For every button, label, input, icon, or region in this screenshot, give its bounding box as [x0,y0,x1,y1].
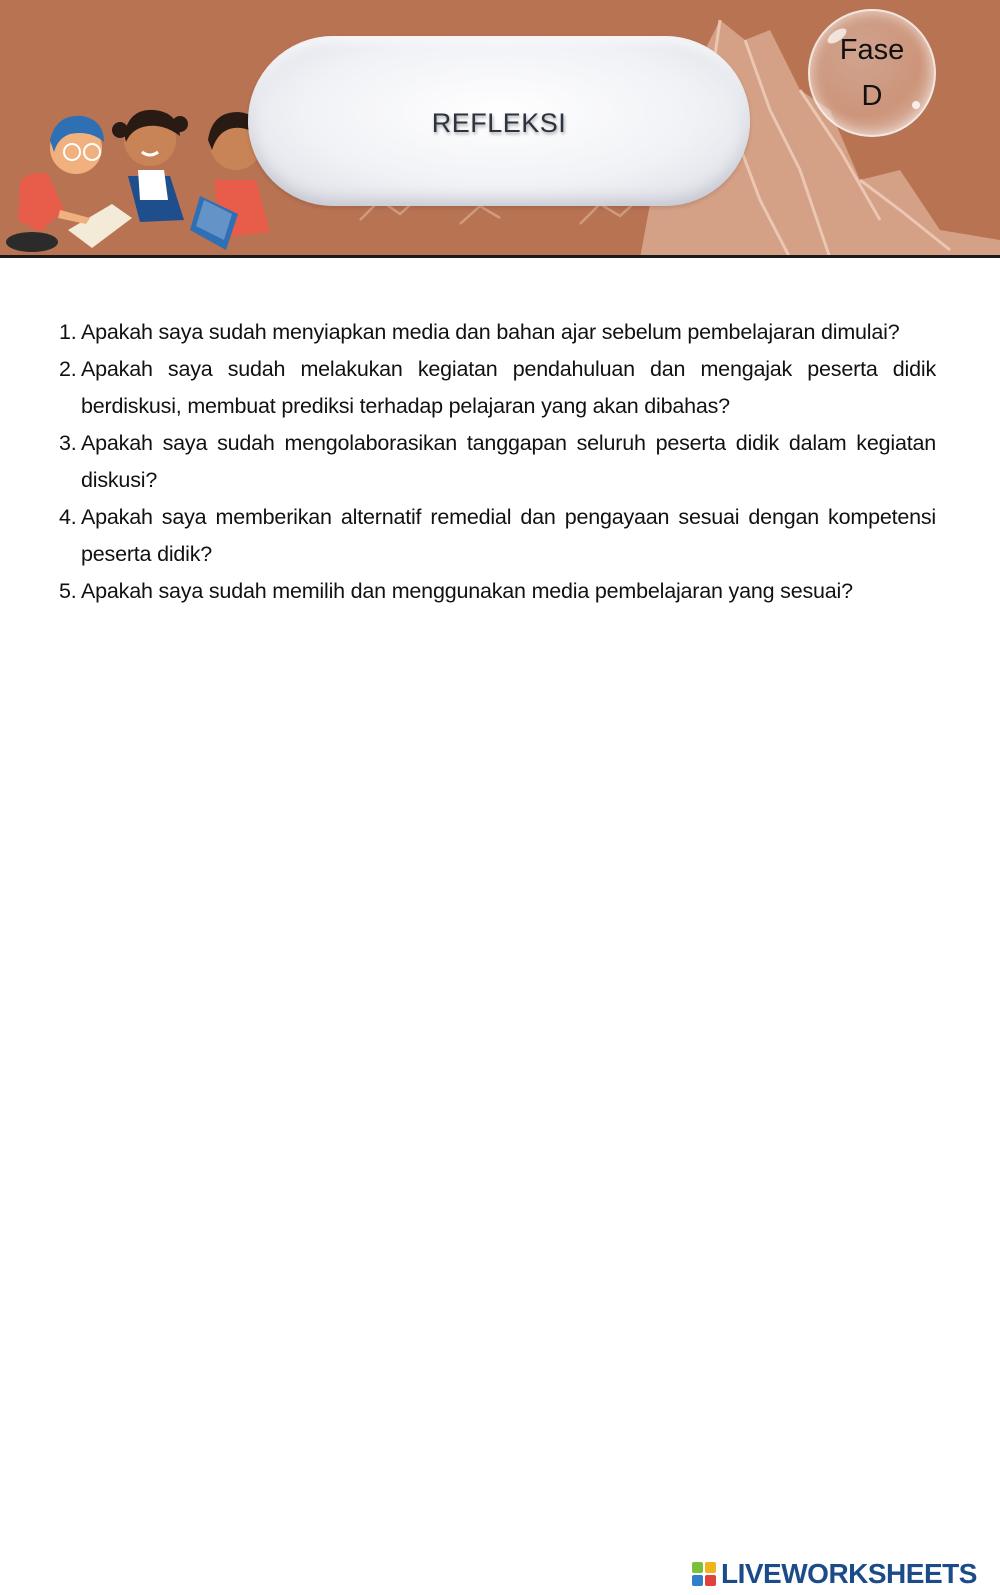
question-number: 3. [59,431,77,455]
liveworksheets-logo[interactable] [692,1556,977,1592]
phase-badge [808,9,936,137]
question-text: Apakah saya sudah memilih dan menggunakan media pembelajaran yang sesuai? [81,579,853,603]
question-text: Apakah saya sudah mengolaborasikan tanggapan seluruh peserta didik dalam kegiatan diskusi? [81,431,936,492]
list-item [56,351,936,425]
logo-grid-icon [692,1562,716,1586]
question-number: 1. [59,320,77,344]
header-banner [0,0,1000,258]
phase-label: Fase [839,34,905,66]
title-pill [248,36,750,206]
page-title: REFLEKSI [431,107,567,138]
list-item [56,573,936,610]
list-item [56,314,936,351]
question-text: Apakah saya sudah melakukan kegiatan pendahuluan dan mengajak peserta didik berdiskusi, membuat prediksi terhadap pelajaran yang akan dibahas? [81,357,936,418]
question-text: Apakah saya memberikan alternatif remedial dan pengayaan sesuai dengan kompetensi peserta didik? [81,505,936,566]
question-text: Apakah saya sudah menyiapkan media dan bahan ajar sebelum pembelajaran dimulai? [81,320,900,344]
list-item [56,425,936,499]
phase-value: D [861,80,883,112]
logo-text: LIVEWORKSHEETS [721,1558,977,1589]
question-number: 2. [59,357,77,381]
reflection-question-list [56,314,936,610]
question-number: 5. [59,579,77,603]
question-number: 4. [59,505,77,529]
list-item [56,499,936,573]
children-illustration [0,100,290,258]
